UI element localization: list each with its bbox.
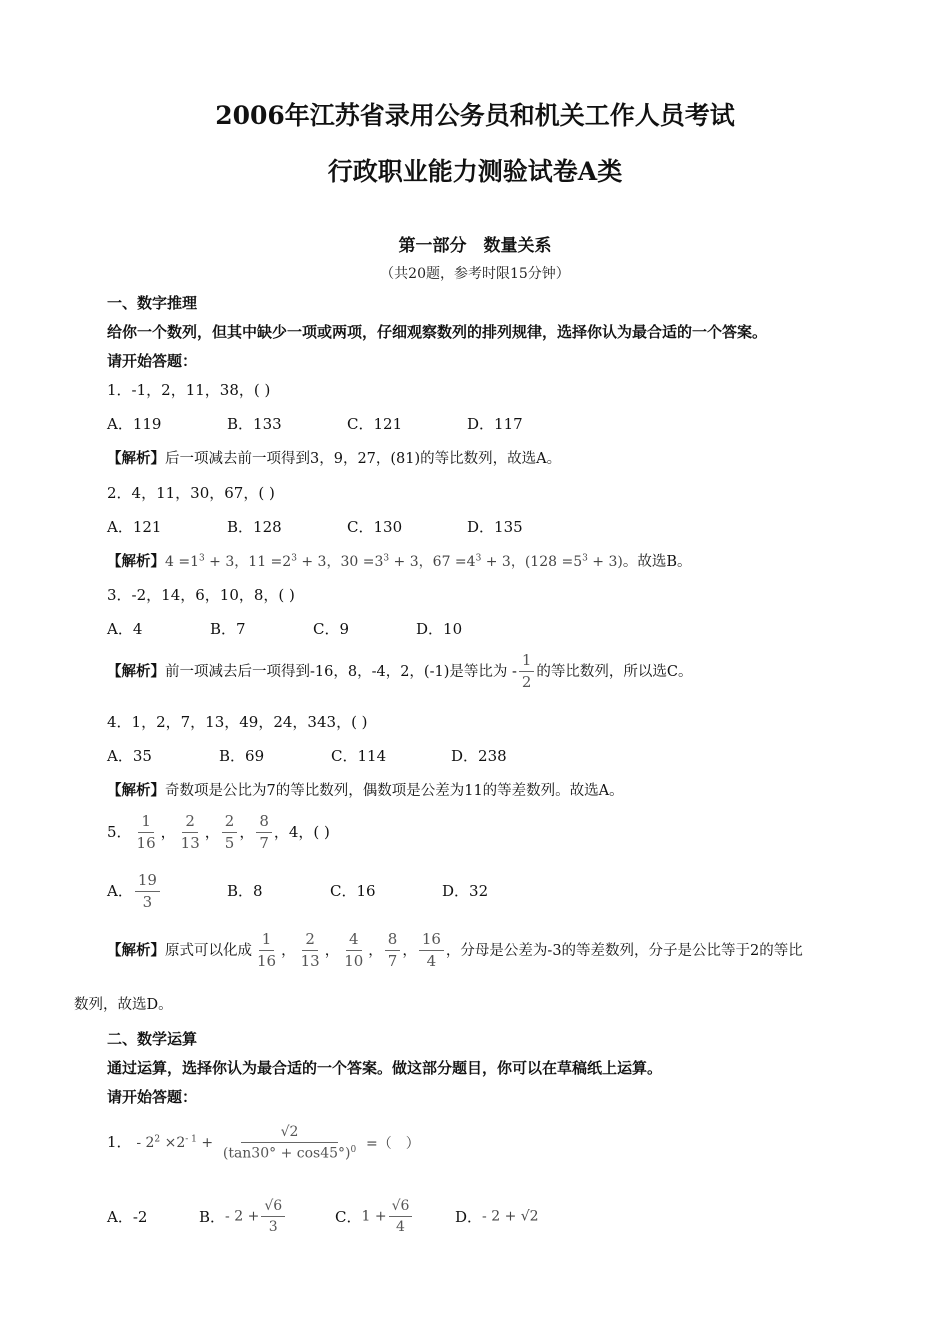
question-stem: 2．4，11，30，67，( ) (107, 484, 275, 502)
option-c: C．121 (347, 415, 403, 433)
fraction: $\frac{2}{5}$ (222, 813, 238, 853)
question-stem: 1． - $2^2 \times 2^{- 1}$ + $\frac{√2}{(\tan 30^\circ + \cos 45^\circ)^0}$ =（ ） (107, 1124, 420, 1162)
fraction: $\frac{1}{2}$ (519, 652, 535, 692)
option-a: A．-2 (107, 1208, 148, 1227)
option-c: C．114 (331, 747, 387, 765)
option-c: C．16 (330, 881, 376, 900)
option-a: A．121 (107, 518, 162, 536)
fraction: $\frac{16}{4}$ (419, 931, 444, 971)
part-note: （共20题，参考时限15分钟） (380, 266, 570, 282)
option-d: D．135 (467, 518, 523, 536)
question-options (107, 618, 462, 639)
option-c: C．9 (313, 620, 350, 638)
analysis (107, 550, 692, 571)
fraction: $\frac{2}{13}$ (300, 930, 320, 971)
section-instruction: 给你一个数列，但其中缺少一项或两项，仔细观察数列的排列规律，选择你认为最合适的一个答案。 (107, 323, 768, 341)
fraction: $\frac{2}{13}$ (180, 812, 200, 853)
option-b: B．128 (227, 518, 282, 536)
fraction: $\frac{1}{16}$ (136, 812, 156, 853)
fraction: $\frac{8}{7}$ (385, 931, 401, 971)
option-b: B．7 (210, 620, 246, 638)
analysis-text: 前一项减去后一项得到-16，8，-4，2，(-1)是等比为 - (165, 663, 517, 680)
question-stem: 4．1，2，7，13，49，24，343，( ) (107, 713, 368, 731)
analysis-tag: 【解析】 (107, 662, 165, 680)
question-options (107, 516, 523, 537)
analysis (107, 652, 693, 692)
exam-subtitle: 行政职业能力测验试卷A类 (327, 157, 623, 186)
analysis-formula: $4 =1^3 + 3$，$11 =2^3 + 3$，$30 =3^3 + 3$，$67 =4^3 + 3$，$(128 =5^3 + 3)$ (165, 553, 623, 570)
option-b: B．8 (227, 881, 263, 900)
option-b: B．133 (227, 415, 282, 433)
analysis-text: 后一项减去前一项得到3，9，27，(81)的等比数列，故选A。 (165, 451, 562, 467)
analysis-continued: 数列，故选D。 (74, 997, 173, 1013)
analysis (107, 779, 624, 800)
option-d: D．10 (416, 620, 463, 638)
option-d: D．238 (451, 747, 507, 765)
section-title: 一、数字推理 (107, 294, 198, 312)
analysis-tag: 【解析】 (107, 941, 165, 959)
option-b: B．- 2 + $\frac{√6}{3}$ (199, 1198, 335, 1235)
question-stem: 1．-1，2，11，38，( ) (107, 381, 271, 399)
section-title: 二、数学运算 (107, 1030, 198, 1048)
question-options (107, 745, 507, 766)
analysis-text: 。故选B。 (622, 554, 692, 570)
section-start: 请开始答题： (107, 1088, 198, 1106)
question-stem: 3．-2，14，6，10，8，( ) (107, 586, 295, 604)
fraction: $\frac{8}{7}$ (256, 813, 272, 853)
analysis-tag: 【解析】 (107, 782, 165, 799)
analysis (107, 447, 561, 468)
fraction: $\frac{√2}{(\tan 30^\circ + \cos 45^\circ)^0}$ (222, 1124, 357, 1162)
option-d: D．- 2 + √2 (455, 1208, 539, 1227)
option-a: A． $\frac{19}{3}$ (107, 872, 227, 912)
option-a: A．4 (107, 620, 143, 638)
option-c: C．130 (347, 518, 403, 536)
section-instruction: 通过运算，选择你认为最合适的一个答案。做这部分题目，你可以在草稿纸上运算。 (107, 1059, 663, 1077)
fraction: $\frac{4}{10}$ (344, 930, 364, 971)
fraction: $\frac{1}{16}$ (257, 930, 277, 971)
option-b: B．69 (219, 747, 265, 765)
part-heading: 第一部分 数量关系 (398, 236, 552, 256)
option-a: A．119 (107, 415, 162, 433)
question-options (107, 1198, 539, 1235)
option-d: D．32 (442, 881, 489, 900)
option-d: D．117 (467, 415, 523, 433)
question-options (107, 413, 523, 434)
analysis: 【解析】原式可以化成 $\frac{1}{16}$ ， $\frac{2}{13}$ ， $\frac{4}{10}$ ， $\frac{8}{7}$ ， $\frac{16}{4}$ ，分母是公差为-3的等差数列，分子是公比等于2的等比 (107, 930, 803, 971)
analysis-tag: 【解析】 (107, 450, 165, 467)
question-options (107, 872, 488, 912)
exam-title: 2006年江苏省录用公务员和机关工作人员考试 (215, 101, 735, 130)
analysis-text: 的等比数列，所以选C。 (536, 663, 693, 680)
section-start: 请开始答题： (107, 352, 198, 370)
question-stem: 5． $\frac{1}{16}$ ， $\frac{2}{13}$ ， $\frac{2}{5}$ ， $\frac{8}{7}$ ，4，( ) (107, 812, 330, 853)
option-c: C．1 + $\frac{√6}{4}$ (335, 1198, 455, 1235)
analysis-text: 奇数项是公比为7的等比数列，偶数项是公差为11的等差数列。故选A。 (165, 783, 624, 799)
analysis-tag: 【解析】 (107, 553, 165, 570)
option-a: A．35 (107, 747, 152, 765)
